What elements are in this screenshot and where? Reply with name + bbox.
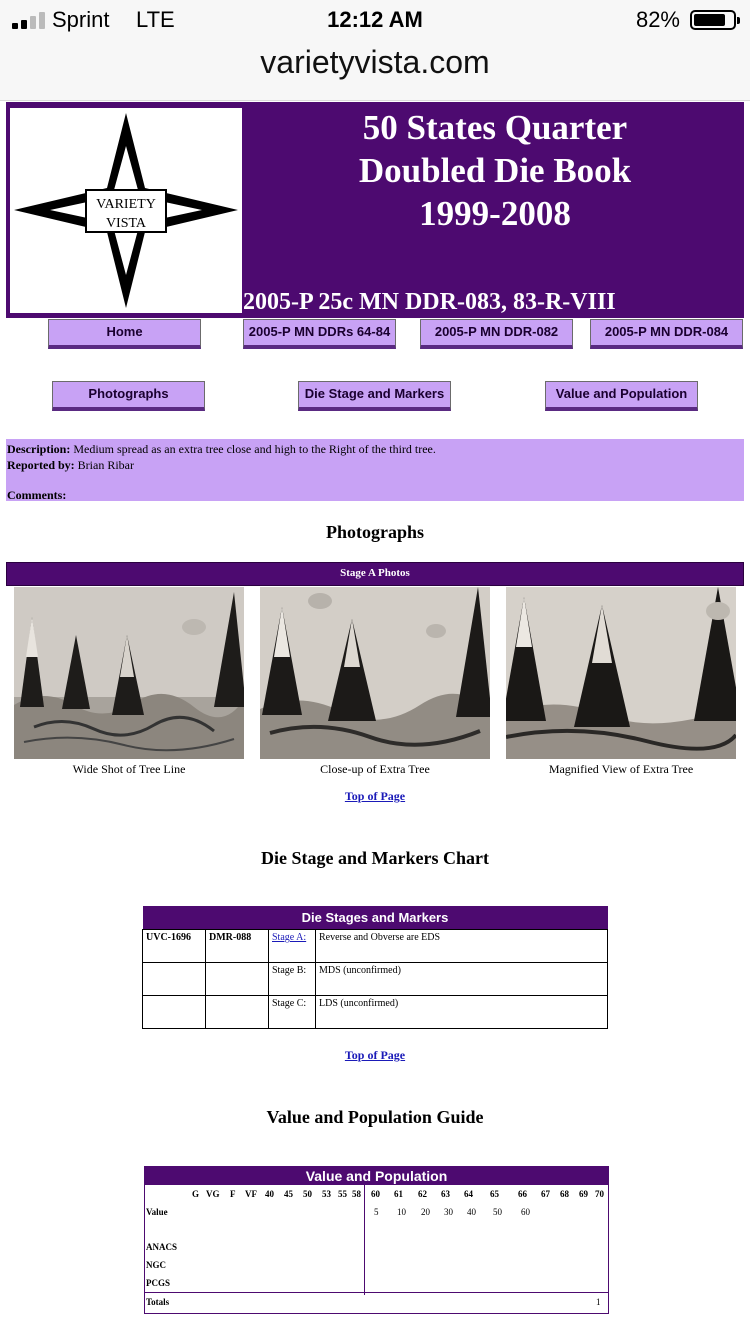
comments-label: Comments: <box>7 488 67 502</box>
stage-a-photos-header: Stage A Photos <box>6 562 744 586</box>
logo-text-vista: VISTA <box>105 216 147 231</box>
grade-header-row <box>145 1185 608 1203</box>
value-cell: 30 <box>444 1207 453 1217</box>
grade-header-F: F <box>230 1189 236 1199</box>
top-of-page-link-1[interactable]: Top of Page <box>344 789 406 803</box>
grade-header-58: 58 <box>352 1189 361 1199</box>
anacs-row <box>145 1238 608 1256</box>
grade-header-VG: VG <box>206 1189 220 1199</box>
battery-icon <box>690 10 736 30</box>
grade-header-68: 68 <box>560 1189 569 1199</box>
pcgs-row <box>145 1274 608 1292</box>
battery-percent: 82% <box>635 7 680 32</box>
compass-star-icon <box>10 108 242 313</box>
grade-header-60: 60 <box>371 1189 380 1199</box>
reported-by-text: Brian Ribar <box>74 458 134 472</box>
grade-header-70: 70 <box>595 1189 604 1199</box>
nav-ddr-082-button[interactable]: 2005-P MN DDR-082 <box>420 319 573 349</box>
value-cell: 5 <box>374 1207 379 1217</box>
value-cell: 20 <box>421 1207 430 1217</box>
value-population-table-header: Value and Population <box>145 1167 608 1185</box>
value-cell: 10 <box>397 1207 406 1217</box>
value-population-heading: Value and Population Guide <box>266 1107 484 1127</box>
title-line-3: 1999-2008 <box>419 194 571 233</box>
grade-header-64: 64 <box>464 1189 473 1199</box>
table-row <box>143 963 608 996</box>
caption-close-up: Close-up of Extra Tree <box>320 762 430 776</box>
stage-a-description: Reverse and Obverse are EDS <box>316 930 608 963</box>
nav-photographs-button[interactable]: Photographs <box>52 381 205 411</box>
title-line-2: Doubled Die Book <box>358 151 632 190</box>
photographs-heading: Photographs <box>325 522 424 542</box>
grade-header-40: 40 <box>265 1189 274 1199</box>
anacs-label: ANACS <box>146 1242 178 1252</box>
page-title <box>246 106 744 235</box>
die-stage-heading: Die Stage and Markers Chart <box>261 848 489 868</box>
grade-header-53: 53 <box>322 1189 331 1199</box>
description-label: Description: <box>7 442 71 456</box>
carrier-name: Sprint <box>52 7 110 32</box>
variety-subtitle: 2005-P 25c MN DDR-083, 83-R-VIII <box>243 289 616 315</box>
grade-header-45: 45 <box>284 1189 293 1199</box>
grade-header-62: 62 <box>418 1189 427 1199</box>
stage-b-description: MDS (unconfirmed) <box>316 963 608 996</box>
ngc-label: NGC <box>146 1260 166 1270</box>
stage-c-description: LDS (unconfirmed) <box>316 996 608 1029</box>
top-of-page-link-2[interactable]: Top of Page <box>344 1048 406 1062</box>
grade-header-61: 61 <box>394 1189 403 1199</box>
photo-wide-shot[interactable] <box>14 587 244 759</box>
total-value: 1 <box>596 1297 601 1307</box>
grade-header-67: 67 <box>541 1189 550 1199</box>
die-stages-table <box>142 906 608 1029</box>
description-text: Medium spread as an extra tree close and high to the Right of the third tree. <box>70 442 436 456</box>
site-header <box>6 102 744 318</box>
die-stages-table-header: Die Stages and Markers <box>143 906 608 930</box>
grade-header-55: 55 <box>338 1189 347 1199</box>
logo-text-variety: VARIETY <box>96 197 156 212</box>
uvc-number: UVC-1696 <box>143 930 206 963</box>
address-bar[interactable] <box>0 40 750 101</box>
value-cell: 60 <box>521 1207 530 1217</box>
grade-header-50: 50 <box>303 1189 312 1199</box>
reported-by-label: Reported by: <box>7 458 75 472</box>
nav-value-population-button[interactable]: Value and Population <box>545 381 698 411</box>
caption-wide-shot: Wide Shot of Tree Line <box>72 762 186 776</box>
clock: 12:12 AM <box>327 7 423 32</box>
dmr-number: DMR-088 <box>206 930 269 963</box>
status-bar <box>0 0 750 40</box>
totals-row <box>145 1292 608 1311</box>
pcgs-label: PCGS <box>146 1278 171 1288</box>
grade-header-69: 69 <box>579 1189 588 1199</box>
value-row <box>145 1203 608 1221</box>
description-panel <box>6 439 744 501</box>
grade-header-G: G <box>192 1189 200 1199</box>
nav-ddrs-64-84-button[interactable]: 2005-P MN DDRs 64-84 <box>243 319 396 349</box>
table-row <box>143 996 608 1029</box>
caption-magnified: Magnified View of Extra Tree <box>548 762 694 776</box>
value-cell: 40 <box>467 1207 476 1217</box>
stage-a-link[interactable]: Stage A: <box>272 932 307 943</box>
stage-b-label: Stage B: <box>269 963 316 996</box>
title-line-1: 50 States Quarter <box>362 108 628 147</box>
grade-header-VF: VF <box>245 1189 257 1199</box>
spacer-row <box>145 1221 608 1238</box>
nav-die-stage-button[interactable]: Die Stage and Markers <box>298 381 451 411</box>
nav-home-button[interactable]: Home <box>48 319 201 349</box>
value-cell: 50 <box>493 1207 502 1217</box>
variety-vista-logo[interactable] <box>10 108 242 313</box>
table-row <box>143 930 608 963</box>
grade-header-66: 66 <box>518 1189 527 1199</box>
network-type: LTE <box>136 7 175 32</box>
url-text: varietyvista.com <box>260 44 490 80</box>
ngc-row <box>145 1256 608 1274</box>
value-label: Value <box>146 1207 168 1217</box>
value-population-table <box>144 1166 609 1314</box>
grade-header-63: 63 <box>441 1189 450 1199</box>
totals-label: Totals <box>146 1297 170 1307</box>
nav-ddr-084-button[interactable]: 2005-P MN DDR-084 <box>590 319 743 349</box>
grade-header-65: 65 <box>490 1189 499 1199</box>
stage-c-label: Stage C: <box>269 996 316 1029</box>
photo-close-up[interactable] <box>260 587 490 759</box>
photo-magnified[interactable] <box>506 587 736 759</box>
